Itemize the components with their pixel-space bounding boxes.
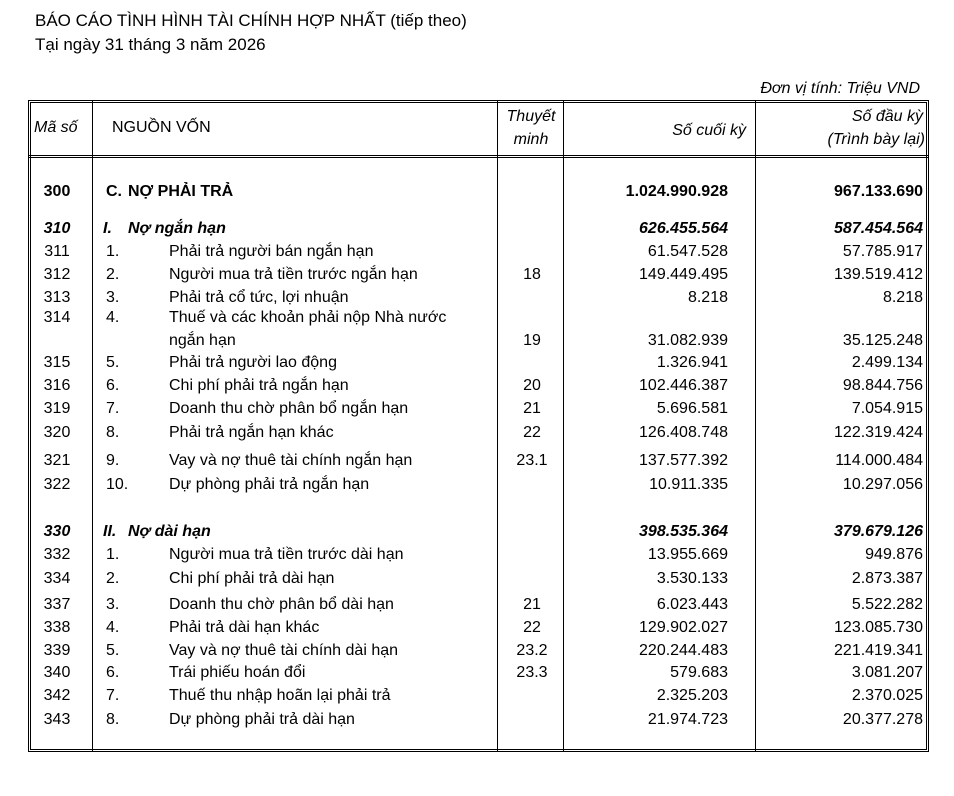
table-row [0, 594, 954, 616]
table-row [0, 264, 954, 286]
table-row [0, 617, 954, 639]
table-row [0, 662, 954, 684]
row-begin-value: 7.054.915 [851, 400, 923, 417]
row-number: 6. [106, 377, 120, 394]
row-end-value: 6.023.443 [656, 596, 728, 613]
row-begin-value: 10.297.056 [842, 476, 923, 493]
row-begin-value: 221.419.341 [834, 642, 923, 659]
row-code: 315 [43, 354, 71, 371]
row-number: C. [106, 183, 122, 200]
table-row [0, 521, 954, 543]
table-row [0, 685, 954, 707]
row-begin-value: 2.499.134 [851, 354, 923, 371]
row-end-value: 1.024.990.928 [625, 183, 728, 200]
row-label: Chi phí phải trả dài hạn [169, 570, 335, 587]
row-number: 4. [106, 619, 120, 636]
col-header-end: Số cuối kỳ [672, 122, 746, 139]
row-code: 343 [43, 711, 71, 728]
row-code: 340 [43, 664, 71, 681]
table-row [0, 709, 954, 731]
row-code: 300 [43, 183, 71, 200]
row-note: 22 [523, 424, 541, 441]
row-number: 3. [106, 289, 120, 306]
row-label: Phải trả cổ tức, lợi nhuận [169, 289, 349, 306]
row-begin-value: 2.370.025 [851, 687, 923, 704]
row-number: 6. [106, 664, 120, 681]
row-note: 19 [523, 332, 541, 349]
row-number: 9. [106, 452, 120, 469]
row-note: 21 [523, 400, 541, 417]
row-label: Doanh thu chờ phân bổ ngắn hạn [169, 400, 409, 417]
row-begin-value: 949.876 [865, 546, 923, 563]
row-code: 319 [43, 400, 71, 417]
table-row [0, 218, 954, 240]
row-code: 316 [43, 377, 71, 394]
row-label: Thuế và các khoản phải nộp Nhà nước [169, 309, 447, 326]
col-header-code: Mã số [34, 119, 78, 136]
table-row [0, 398, 954, 420]
row-code: 313 [43, 289, 71, 306]
row-number: 1. [106, 546, 120, 563]
row-note: 23.2 [516, 642, 548, 659]
row-code: 320 [43, 424, 71, 441]
row-begin-value: 20.377.278 [842, 711, 923, 728]
row-number: 1. [106, 243, 120, 260]
table-row [0, 422, 954, 444]
row-label: Vay và nợ thuê tài chính ngắn hạn [169, 452, 413, 469]
row-code: 337 [43, 596, 71, 613]
row-end-value: 1.326.941 [656, 354, 728, 371]
table-row [0, 287, 954, 309]
row-note: 23.3 [516, 664, 548, 681]
row-code: 310 [43, 220, 71, 237]
col-header-note-2: minh [513, 131, 549, 148]
row-begin-value: 98.844.756 [842, 377, 923, 394]
table-row [0, 375, 954, 397]
row-number: 5. [106, 642, 120, 659]
unit-label: Đơn vị tính: Triệu VND [760, 80, 920, 97]
table-row [0, 307, 954, 349]
row-code: 321 [43, 452, 71, 469]
row-number: 7. [106, 687, 120, 704]
row-number: I. [103, 220, 112, 237]
row-begin-value: 122.319.424 [834, 424, 923, 441]
row-number: 8. [106, 711, 120, 728]
row-label: Phải trả người bán ngắn hạn [169, 243, 374, 260]
row-number: 5. [106, 354, 120, 371]
row-label: Phải trả người lao động [169, 354, 337, 371]
row-end-value: 137.577.392 [639, 452, 728, 469]
header-divider [28, 155, 929, 158]
table-row [0, 474, 954, 496]
table-row [0, 241, 954, 263]
row-code: 330 [43, 523, 71, 540]
report-title: BÁO CÁO TÌNH HÌNH TÀI CHÍNH HỢP NHẤT (tiếp theo) [35, 11, 467, 30]
row-code: 314 [43, 309, 71, 326]
row-number: II. [103, 523, 117, 540]
row-code: 312 [43, 266, 71, 283]
row-begin-value: 967.133.690 [834, 183, 923, 200]
row-number: 7. [106, 400, 120, 417]
row-label: Dự phòng phải trả dài hạn [169, 711, 355, 728]
row-end-value: 2.325.203 [656, 687, 728, 704]
row-begin-value: 2.873.387 [851, 570, 923, 587]
row-code: 339 [43, 642, 71, 659]
row-code: 322 [43, 476, 71, 493]
table-row [0, 640, 954, 662]
row-code: 338 [43, 619, 71, 636]
row-end-value: 149.449.495 [639, 266, 728, 283]
col-header-source: NGUỒN VỐN [112, 119, 211, 136]
row-note: 18 [523, 266, 541, 283]
report-date: Tại ngày 31 tháng 3 năm 2026 [35, 35, 266, 54]
row-end-value: 579.683 [670, 664, 728, 681]
row-end-value: 398.535.364 [639, 523, 728, 540]
row-label: Chi phí phải trả ngắn hạn [169, 377, 349, 394]
row-note: 20 [523, 377, 541, 394]
row-number: 10. [106, 476, 129, 493]
row-note: 21 [523, 596, 541, 613]
row-number: 2. [106, 266, 120, 283]
row-code: 342 [43, 687, 71, 704]
row-code: 311 [44, 243, 70, 260]
row-begin-value: 35.125.248 [842, 332, 923, 349]
row-label: Vay và nợ thuê tài chính dài hạn [169, 642, 399, 659]
row-code: 332 [43, 546, 71, 563]
row-begin-value: 3.081.207 [851, 664, 923, 681]
row-end-value: 102.446.387 [639, 377, 728, 394]
row-begin-value: 379.679.126 [834, 523, 923, 540]
row-begin-value: 139.519.412 [834, 266, 923, 283]
row-label: Nợ dài hạn [128, 523, 211, 540]
row-number: 3. [106, 596, 120, 613]
row-begin-value: 5.522.282 [851, 596, 923, 613]
row-label: Phải trả dài hạn khác [169, 619, 320, 636]
row-number: 2. [106, 570, 120, 587]
row-label: Người mua trả tiền trước dài hạn [169, 546, 404, 563]
table-row [0, 450, 954, 472]
row-end-value: 220.244.483 [639, 642, 728, 659]
row-end-value: 13.955.669 [647, 546, 728, 563]
row-end-value: 626.455.564 [639, 220, 728, 237]
col-header-begin: Số đầu kỳ [851, 108, 923, 125]
row-end-value: 129.902.027 [639, 619, 728, 636]
row-note: 23.1 [516, 452, 548, 469]
row-begin-value: 123.085.730 [834, 619, 923, 636]
row-label: Người mua trả tiền trước ngắn hạn [169, 266, 418, 283]
row-label: Doanh thu chờ phân bổ dài hạn [169, 596, 394, 613]
row-label: Phải trả ngắn hạn khác [169, 424, 334, 441]
row-number: 8. [106, 424, 120, 441]
row-end-value: 10.911.335 [649, 476, 728, 493]
table-row [0, 568, 954, 590]
row-begin-value: 57.785.917 [842, 243, 923, 260]
row-label: Nợ ngắn hạn [128, 220, 226, 237]
row-label: Dự phòng phải trả ngắn hạn [169, 476, 370, 493]
table-row [0, 352, 954, 374]
row-begin-value: 114.000.484 [835, 452, 923, 469]
row-label: Trái phiếu hoán đổi [169, 664, 306, 681]
row-end-value: 126.408.748 [639, 424, 728, 441]
row-number: 4. [106, 309, 120, 326]
row-label-continued: ngắn hạn [169, 332, 236, 349]
row-end-value: 8.218 [687, 289, 728, 306]
row-label: Thuế thu nhập hoãn lại phải trả [169, 687, 391, 704]
row-begin-value: 8.218 [882, 289, 923, 306]
row-end-value: 61.547.528 [647, 243, 728, 260]
row-begin-value: 587.454.564 [834, 220, 923, 237]
row-note: 22 [523, 619, 541, 636]
table-row [0, 181, 954, 203]
col-header-begin-2: (Trình bày lại) [827, 131, 925, 148]
row-label: NỢ PHẢI TRẢ [128, 183, 234, 200]
row-end-value: 21.974.723 [647, 711, 728, 728]
row-end-value: 3.530.133 [656, 570, 728, 587]
col-header-note: Thuyết [506, 108, 556, 125]
row-end-value: 31.082.939 [647, 332, 728, 349]
row-end-value: 5.696.581 [656, 400, 728, 417]
table-row [0, 544, 954, 566]
row-code: 334 [43, 570, 71, 587]
